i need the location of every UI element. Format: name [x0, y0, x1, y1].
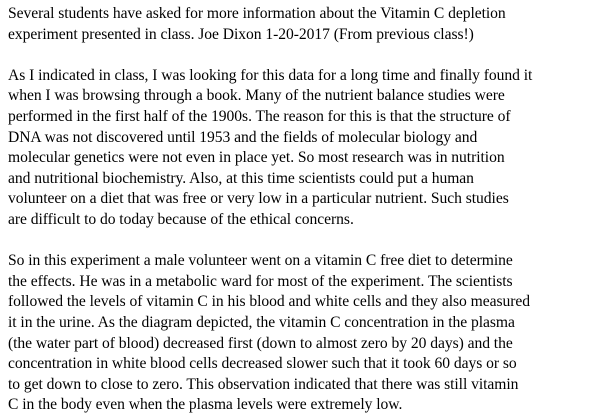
text-line: Several students have asked for more information about the Vitamin C depletion	[8, 5, 506, 22]
text-line: to get down to close to zero. This observation indicated that there was still vitamin	[8, 375, 519, 393]
text-line: So in this experiment a male volunteer went on a vitamin C free diet to determine	[8, 252, 513, 270]
paragraph-experiment	[8, 251, 598, 416]
text-line: (the water part of blood) decreased first (down to almost zero by 20 days) and the	[8, 334, 513, 352]
text-line: experiment presented in class. Joe Dixon 1-20-2017 (From previous class!)	[8, 25, 474, 43]
text-line: As I indicated in class, I was looking for this data for a long time and finally found it	[8, 66, 533, 84]
text-line: volunteer on a diet that was free or very low in a particular nutrient. Such studies	[8, 190, 509, 208]
text-line: when I was browsing through a book. Many of the nutrient balance studies were	[8, 87, 505, 105]
text-line: it in the urine. As the diagram depicted, the vitamin C concentration in the plasma	[8, 313, 515, 331]
text-line: molecular genetics were not even in place yet. So most research was in nutrition	[8, 149, 505, 167]
paragraph-intro	[8, 4, 598, 45]
text-line: followed the levels of vitamin C in his blood and white cells and they also measured	[8, 293, 530, 311]
text-line: concentration in white blood cells decreased slower such that it took 60 days or so	[8, 355, 517, 373]
paragraph-background	[8, 66, 598, 231]
text-line: and nutritional biochemistry. Also, at this time scientists could put a human	[8, 169, 474, 187]
text-line: C in the body even when the plasma levels were extremely low.	[8, 396, 403, 414]
document-body	[8, 4, 598, 416]
text-line: the effects. He was in a metabolic ward for most of the experiment. The scientists	[8, 272, 513, 290]
text-line: performed in the first half of the 1900s. The reason for this is that the structure of	[8, 107, 511, 125]
text-line: are difficult to do today because of the ethical concerns.	[8, 210, 354, 228]
text-line: DNA was not discovered until 1953 and the fields of molecular biology and	[8, 128, 478, 146]
